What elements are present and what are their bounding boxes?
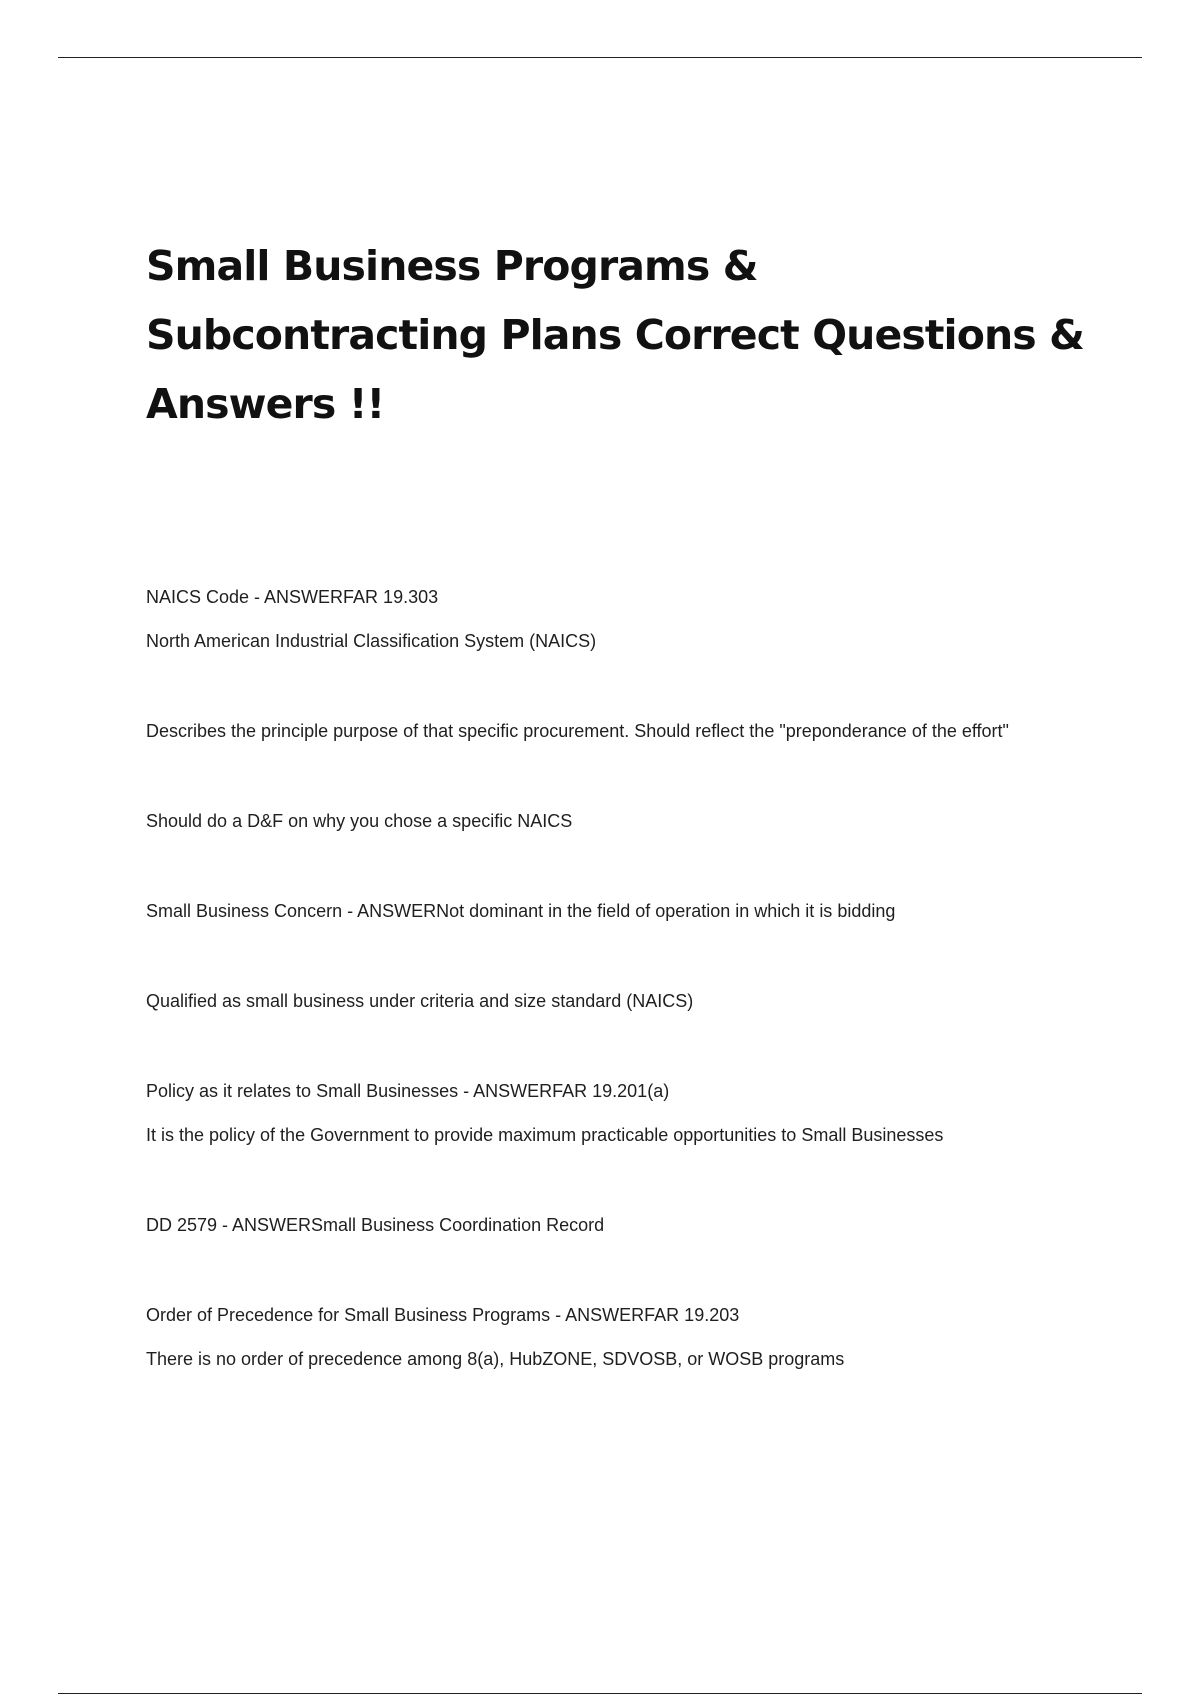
top-divider: [58, 57, 1142, 58]
title-line-1: Small Business Programs &: [146, 242, 758, 290]
qa-answer-line: North American Industrial Classification System (NAICS): [146, 631, 597, 651]
qa-answer-line: It is the policy of the Government to provide maximum practicable opportunities to Small Businesses: [146, 1125, 944, 1145]
title-line-2: Subcontracting Plans Correct Questions &: [146, 311, 1084, 359]
qa-list: [146, 582, 1066, 1374]
qa-question-small-business-concern: Small Business Concern - ANSWERNot dominant in the field of operation in which it is bidding: [146, 901, 896, 921]
document-header: [146, 232, 1084, 439]
bottom-divider: [58, 1693, 1142, 1694]
qa-answer-line: Describes the principle purpose of that specific procurement. Should reflect the "preponderance of the effort": [146, 721, 1009, 741]
qa-answer-line: There is no order of precedence among 8(a), HubZONE, SDVOSB, or WOSB programs: [146, 1349, 845, 1369]
document-title: [146, 232, 1084, 439]
title-line-3: Answers !!: [146, 380, 385, 428]
qa-answer-line: Qualified as small business under criteria and size standard (NAICS): [146, 991, 694, 1011]
qa-question-dd2579: DD 2579 - ANSWERSmall Business Coordination Record: [146, 1215, 605, 1235]
qa-question-order-of-precedence: Order of Precedence for Small Business Programs - ANSWERFAR 19.203: [146, 1305, 740, 1325]
qa-question-naics: NAICS Code - ANSWERFAR 19.303: [146, 587, 439, 607]
qa-question-policy: Policy as it relates to Small Businesses - ANSWERFAR 19.201(a): [146, 1081, 670, 1101]
qa-answer-line: Should do a D&F on why you chose a specific NAICS: [146, 811, 573, 831]
